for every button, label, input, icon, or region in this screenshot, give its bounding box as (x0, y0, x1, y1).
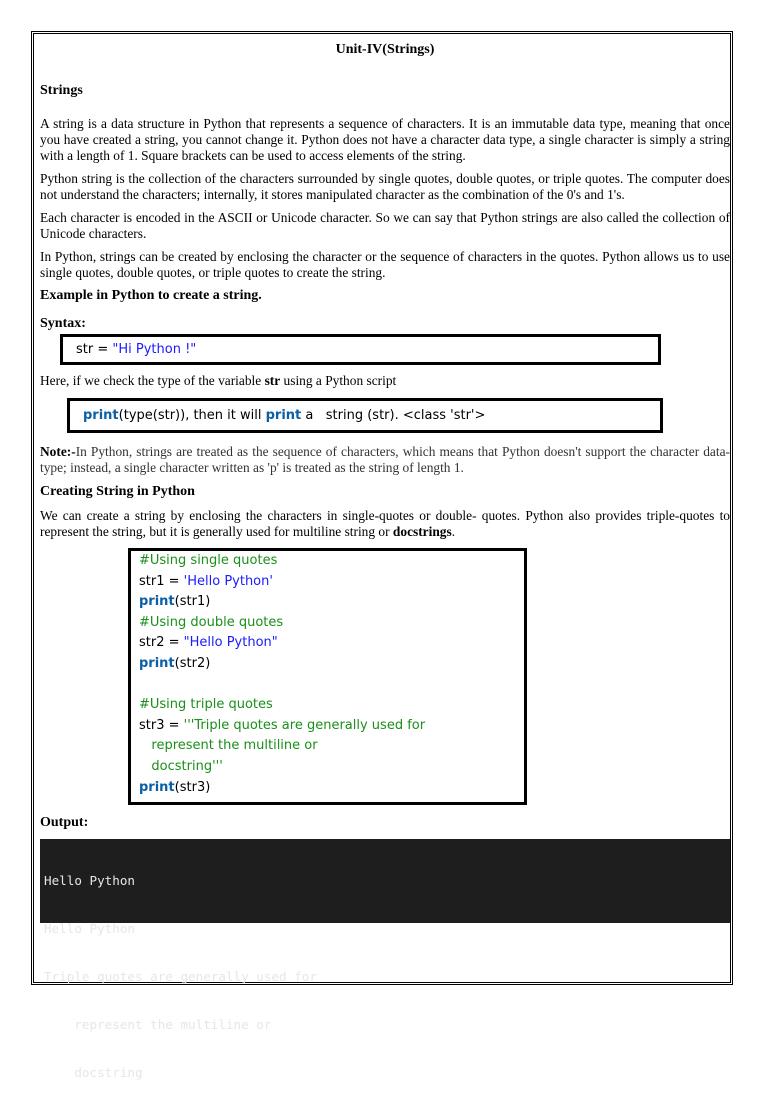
code-comment-single: #Using single quotes (139, 553, 278, 568)
code-blank-line (139, 675, 524, 696)
syntax-heading: Syntax: (40, 316, 86, 331)
creating-prefix: We can create a string by enclosing the characters in single-quotes or double- quotes. Python also provides triple-quotes to represent the string, but it is generally used for multiline string or (40, 508, 730, 539)
code-line-str1 (139, 572, 524, 593)
output-line: docstring (44, 1065, 143, 1080)
str3-value: '''Triple quotes are generally used for (183, 717, 426, 733)
print-code-box (67, 398, 663, 433)
print-keyword: print (83, 408, 119, 423)
code-line-print-str2 (139, 654, 524, 675)
str1-lhs: str1 = (139, 573, 184, 589)
syntax-code-box (60, 334, 661, 365)
example-heading: Example in Python to create a string. (40, 288, 262, 303)
output-heading: Output: (40, 815, 89, 830)
print-keyword-str3: print (139, 779, 175, 795)
output-line: Hello Python (44, 873, 135, 888)
print-arg-str2: (str2) (174, 655, 211, 671)
str1-value: 'Hello Python' (183, 573, 273, 589)
code-line-print-str1 (139, 592, 524, 613)
code-example-box (128, 548, 527, 805)
type-check-bold: str (264, 373, 281, 388)
page-frame (31, 31, 733, 1080)
note-text: In Python, strings are treated as the sequence of characters, which means that Python doesn't support the character data-type; instead, a single character written as 'p' is treated as the string of length 1. (40, 444, 730, 475)
str2-lhs: str2 = (139, 635, 184, 651)
note-paragraph (40, 444, 730, 476)
paragraph-type-check (40, 373, 730, 389)
code-line-str2 (139, 633, 524, 654)
output-line: represent the multiline or (44, 1017, 272, 1032)
section-heading-strings: Strings (40, 83, 83, 98)
syntax-code-lhs: str = (76, 342, 113, 357)
output-console (40, 839, 730, 1080)
print-keyword-2: print (265, 408, 302, 423)
syntax-code-value: "Hi Python !" (112, 342, 197, 357)
code-comment-triple: #Using triple quotes (139, 697, 273, 713)
type-check-prefix: Here, if we check the type of the variable (40, 373, 265, 388)
page-title: Unit-IV(Strings) (335, 42, 435, 57)
code-line-str3-cont-1: represent the multiline or (139, 738, 318, 754)
str3-lhs: str3 = (139, 717, 184, 733)
print-code-mid: (type(str)), then it will (118, 408, 266, 423)
document-body (40, 34, 730, 1080)
code-line-str3 (139, 716, 524, 737)
creating-bold: docstrings (392, 524, 452, 539)
print-code-tail: a string (str). <class 'str'> (301, 408, 486, 423)
paragraph-creation: In Python, strings can be created by enclosing the character or the sequence of characters in the quotes. Python allows us to use single quotes, double quotes, or triple quotes to create the string. (40, 249, 730, 280)
paragraph-unicode: Each character is encoded in the ASCII or Unicode character. So we can say that Python strings are also called the collection of Unicode characters. (40, 210, 730, 241)
paragraph-definition: A string is a data structure in Python that represents a sequence of characters. It is an immutable data type, meaning that once you have created a string, you cannot change it. Python does not have a character data type, a single character is simply a string with a length of 1. Square brackets can be used to access elements of the string. (40, 116, 730, 163)
output-line: Triple quotes are generally used for (44, 969, 317, 984)
print-arg-str3: (str3) (174, 779, 211, 795)
type-check-suffix: using a Python script (280, 373, 397, 388)
print-arg-str1: (str1) (174, 594, 211, 610)
print-keyword-str1: print (139, 594, 175, 610)
code-comment-double: #Using double quotes (139, 614, 284, 630)
code-line-print-str3 (139, 778, 524, 799)
note-label: Note:- (40, 444, 76, 459)
paragraph-collection: Python string is the collection of the characters surrounded by single quotes, double quotes, or triple quotes. The computer does not understand the characters; internally, it stores manipulated character as the combination of the 0's and 1's. (40, 171, 730, 202)
creating-suffix: . (451, 524, 456, 539)
output-line: Hello Python (44, 921, 135, 936)
print-keyword-str2: print (139, 655, 175, 671)
str2-value: "Hello Python" (183, 635, 278, 651)
creating-heading: Creating String in Python (40, 484, 195, 499)
code-line-str3-cont-2: docstring''' (139, 758, 223, 774)
paragraph-creating (40, 508, 730, 540)
